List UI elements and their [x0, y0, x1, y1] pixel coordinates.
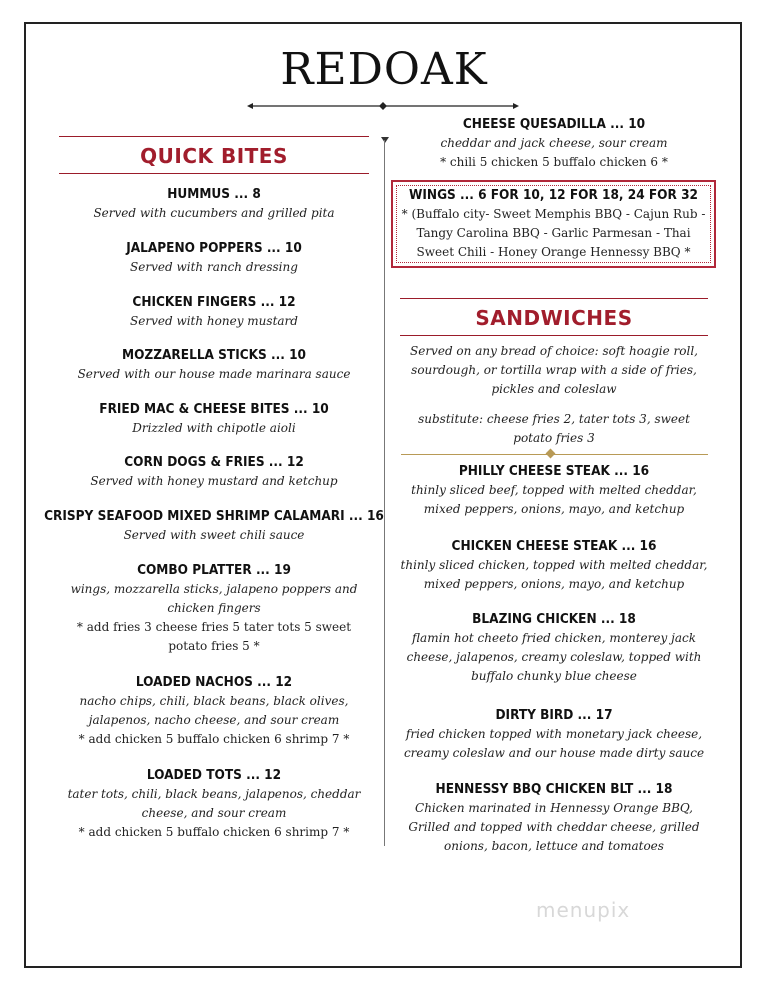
item-addons: * chili 5 chicken 5 buffalo chicken 6 *	[440, 155, 668, 169]
item-desc: tater tots, chili, black beans, jalapenos, cheddar cheese, and sour cream	[67, 787, 361, 820]
item-addons: * add fries 3 cheese fries 5 tater tots 5 sweet potato fries 5 *	[76, 620, 352, 653]
item-name: FRIED MAC & CHEESE BITES ... 10	[99, 401, 329, 417]
menu-item-jalapeno-poppers	[44, 239, 384, 277]
item-name: DIRTY BIRD ... 17	[495, 707, 613, 723]
item-name: LOADED TOTS ... 12	[146, 767, 282, 783]
item-addons: * add chicken 5 buffalo chicken 6 shrimp 7 *	[78, 825, 350, 839]
menu-item-chicken-cheese-steak	[400, 537, 708, 594]
menu-item-hennessy-bbq-blt	[400, 780, 708, 856]
item-addons: * add chicken 5 buffalo chicken 6 shrimp 7 *	[78, 732, 350, 746]
menu-item-combo-platter	[66, 561, 362, 656]
menu-item-philly-cheese-steak	[400, 462, 708, 519]
item-desc: Served with honey mustard and ketchup	[90, 474, 338, 488]
restaurant-title: REDOAK	[280, 44, 488, 95]
item-name: CHICKEN FINGERS ... 12	[132, 294, 296, 310]
sandwiches-intro: Served on any bread of choice: soft hoagie roll, sourdough, or tortilla wrap with a side of fries, pickles and coleslaw	[410, 344, 698, 396]
menu-item-hummus	[44, 185, 384, 223]
item-name: CORN DOGS & FRIES ... 12	[124, 454, 304, 470]
item-name: LOADED NACHOS ... 12	[135, 674, 293, 690]
wings-flavors: * (Buffalo city- Sweet Memphis BBQ - Cajun Rub - Tangy Carolina BBQ - Garlic Parmesan - Thai Sweet Chili - Honey Orange Hennessy BBQ *	[401, 207, 706, 259]
item-name: JALAPENO POPPERS ... 10	[126, 240, 302, 256]
item-desc: Served with our house made marinara sauce	[77, 367, 351, 381]
item-name: COMBO PLATTER ... 19	[137, 562, 291, 578]
title-flourish	[247, 101, 519, 111]
quick-bites-rule-top	[59, 136, 369, 137]
item-name: MOZZARELLA STICKS ... 10	[122, 347, 306, 363]
item-desc: wings, mozzarella sticks, jalapeno poppers and chicken fingers	[70, 582, 358, 615]
item-name: HENNESSY BBQ CHICKEN BLT ... 18	[435, 781, 673, 797]
quick-bites-heading: QUICK BITES	[140, 144, 288, 168]
item-desc: Drizzled with chipotle aioli	[132, 421, 296, 435]
item-name: HUMMUS ... 8	[167, 186, 261, 202]
menu-item-dirty-bird	[400, 706, 708, 763]
item-desc: Served with cucumbers and grilled pita	[93, 206, 335, 220]
item-name: CRISPY SEAFOOD MIXED SHRIMP CALAMARI ... 16	[44, 508, 384, 524]
column-divider	[384, 140, 385, 846]
sandwiches-rule-bottom	[400, 335, 708, 336]
sandwiches-substitute: substitute: cheese fries 2, tater tots 3, sweet potato fries 3	[418, 412, 690, 445]
item-name: CHICKEN CHEESE STEAK ... 16	[451, 538, 657, 554]
item-desc: Served with sweet chili sauce	[123, 528, 305, 542]
item-name: WINGS ... 6 FOR 10, 12 FOR 18, 24 FOR 32	[408, 187, 698, 203]
item-name: BLAZING CHICKEN ... 18	[472, 611, 636, 627]
menu-item-loaded-tots	[60, 766, 368, 842]
menu-item-mozzarella-sticks	[44, 346, 384, 384]
divider-arrow	[381, 137, 389, 143]
item-desc: Served with ranch dressing	[130, 260, 298, 274]
sandwiches-heading: SANDWICHES	[475, 306, 633, 330]
item-desc: cheddar and jack cheese, sour cream	[440, 136, 668, 150]
item-desc: flamin hot cheeto fried chicken, monterey jack cheese, jalapenos, creamy coleslaw, topped with buffalo chunky blue cheese	[406, 631, 702, 683]
menu-item-loaded-nachos	[60, 673, 368, 749]
menu-item-cheese-quesadilla	[398, 115, 710, 172]
item-desc: nacho chips, chili, black beans, black olives, jalapenos, nacho cheese, and sour cream	[79, 694, 349, 727]
sandwiches-rule-top	[400, 298, 708, 299]
item-desc: Chicken marinated in Hennessy Orange BBQ, Grilled and topped with cheddar cheese, grilled onions, bacon, lettuce and tomatoes	[408, 801, 700, 853]
item-desc: fried chicken topped with monetary jack cheese, creamy coleslaw and our house made dirty sauce	[403, 727, 705, 760]
item-desc: Served with honey mustard	[130, 314, 298, 328]
item-name: CHEESE QUESADILLA ... 10	[462, 116, 646, 132]
item-desc: thinly sliced chicken, topped with melted cheddar, mixed peppers, onions, mayo, and ketchup	[400, 558, 708, 591]
menu-item-chicken-fingers	[44, 293, 384, 331]
item-desc: thinly sliced beef, topped with melted cheddar, mixed peppers, onions, mayo, and ketchup	[411, 483, 697, 516]
menu-item-corn-dogs	[44, 453, 384, 491]
menu-item-fried-mac-cheese	[44, 400, 384, 438]
item-name: PHILLY CHEESE STEAK ... 16	[458, 463, 650, 479]
menu-item-blazing-chicken	[400, 610, 708, 686]
quick-bites-rule-bottom	[59, 173, 369, 174]
menu-item-seafood-calamari	[44, 507, 384, 545]
menu-item-wings	[399, 186, 708, 262]
watermark-logo: menupix	[536, 898, 631, 922]
